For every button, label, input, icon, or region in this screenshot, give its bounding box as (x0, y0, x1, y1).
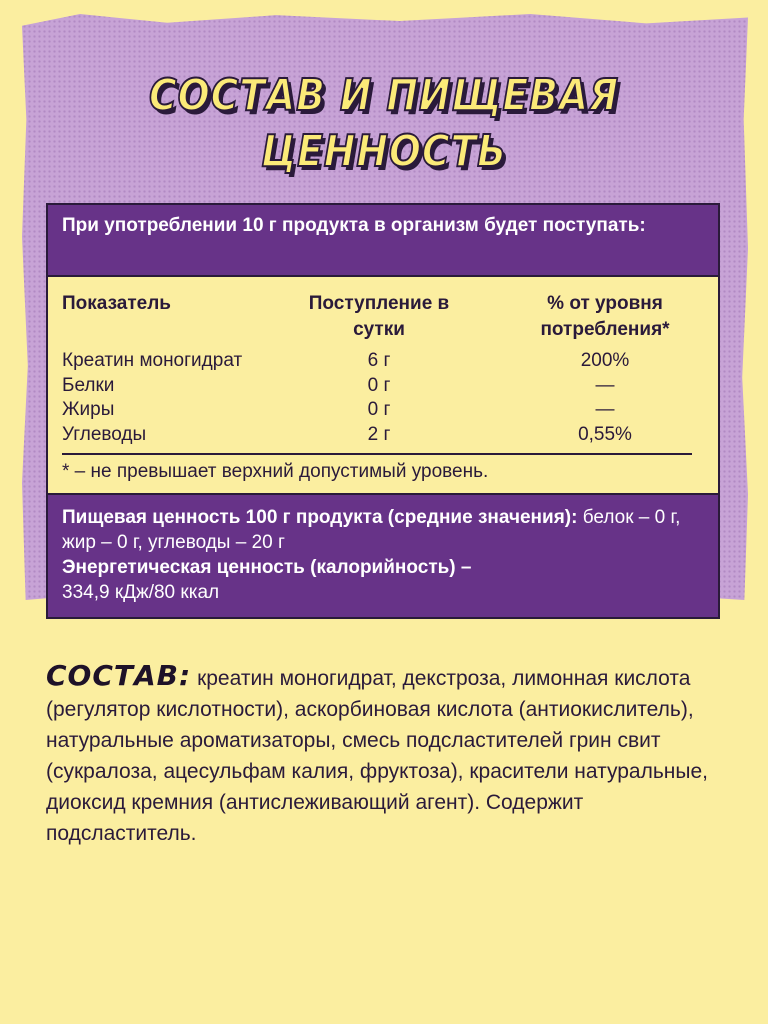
nutrition-values: белок – 0 г, жир – 0 г, углеводы – 20 г (62, 507, 681, 553)
row-amount: 0 г (367, 374, 391, 396)
nutrition-label: Пищевая ценность 100 г продукта (средние значения): (62, 507, 578, 528)
nutrition-card (46, 203, 720, 619)
row-percent: 0,55% (578, 423, 632, 445)
nutrition-value-block (48, 493, 718, 617)
row-amount: 6 г (367, 350, 391, 371)
row-percent: 200% (580, 350, 630, 371)
footnote: * – не превышает верхний допустимый уровень. (62, 461, 489, 482)
row-name: Белки (62, 374, 115, 396)
table-row (48, 398, 718, 423)
row-percent: — (595, 399, 615, 420)
row-percent: — (595, 374, 615, 396)
row-name: Креатин моногидрат (62, 350, 243, 371)
row-amount: 2 г (367, 423, 391, 445)
table-row (48, 374, 718, 399)
energy-label: Энергетическая ценность (калорийность) – (62, 557, 472, 578)
row-name: Жиры (62, 399, 115, 420)
table-row (48, 423, 718, 448)
intake-header: При употреблении 10 г продукта в организм будет поступать: (48, 205, 718, 277)
page-title-line-2: ЦЕННОСТЬ (261, 126, 507, 177)
energy-value: 334,9 кДж/80 ккал (62, 582, 220, 603)
row-name: Углеводы (62, 423, 147, 445)
column-header-intake: Поступление в сутки (308, 293, 450, 340)
composition-text: креатин моногидрат, декстроза, лимонная кислота (регулятор кислотности), аскорбиновая кислота (антиокислитель), натуральные ароматизаторы, смесь подсластителей грин свит (сукралоза, ацесульфам калия, фруктоза), красители натуральные, диоксид кремния (антислеживающий агент). Содержит подсластитель. (46, 667, 709, 845)
table-row (48, 349, 718, 374)
page-title-line-1: СОСТАВ И ПИЩЕВАЯ (148, 70, 620, 121)
row-amount: 0 г (367, 399, 391, 420)
column-header-percent: % от уровня потребления* (540, 293, 670, 340)
composition-label: СОСТАВ: (46, 659, 192, 692)
nutrition-table-body (48, 349, 718, 447)
table-divider (62, 453, 692, 455)
composition-block (46, 660, 726, 849)
column-header-indicator: Показатель (62, 293, 171, 314)
